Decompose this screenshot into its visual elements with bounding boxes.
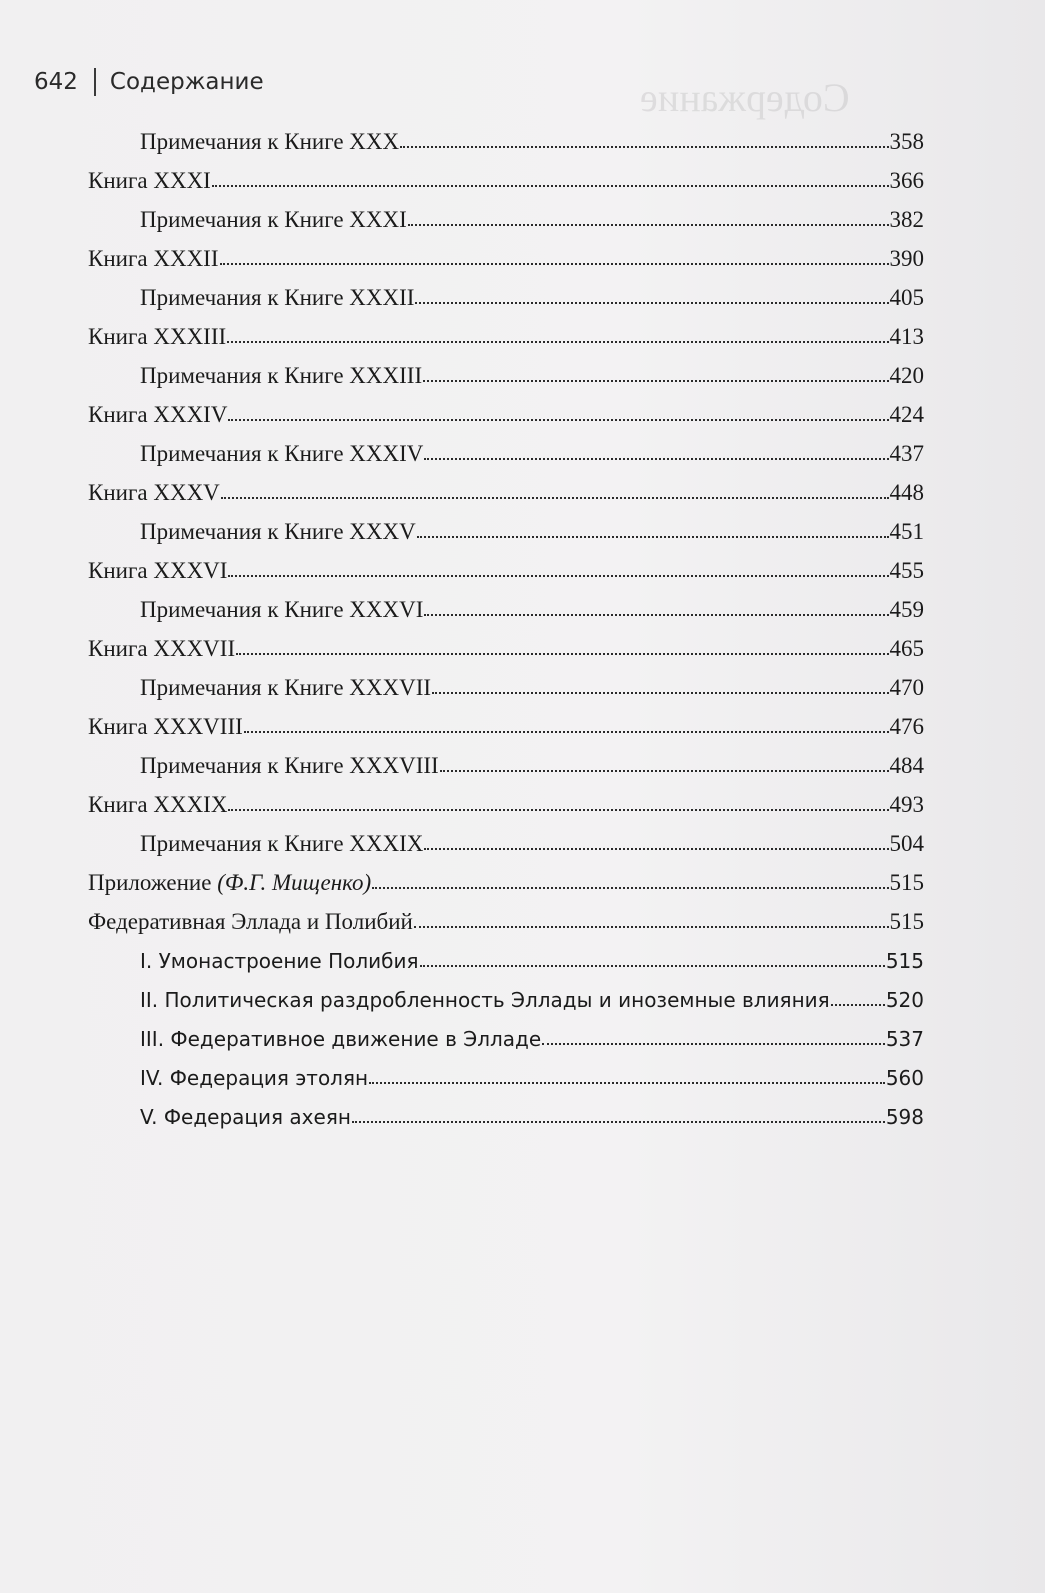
toc-entry-label: IV. Федерация этолян bbox=[140, 1066, 369, 1090]
toc-page-number: 448 bbox=[889, 480, 924, 505]
toc-entry bbox=[140, 1099, 924, 1135]
page-number: 642 bbox=[34, 69, 78, 95]
toc-entry-label: Книга XXXV bbox=[88, 480, 220, 505]
toc-page-number: 390 bbox=[889, 246, 924, 271]
toc-entry-label: II. Политическая раздробленность Эллады и иноземные влияния bbox=[140, 988, 830, 1012]
toc-leader-dots bbox=[221, 475, 889, 499]
toc-entry-label: I. Умонастроение Полибия bbox=[140, 949, 419, 973]
toc-entry-label: Примечания к Книге XXXI bbox=[140, 207, 407, 232]
toc-leader-dots bbox=[400, 124, 888, 148]
toc-page-number: 459 bbox=[889, 597, 924, 622]
toc-entry bbox=[140, 358, 924, 394]
toc-entry-label: Книга XXXIII bbox=[88, 324, 227, 349]
toc-entry bbox=[140, 1060, 924, 1096]
toc-entry-label: Примечания к Книге XXXIV bbox=[140, 441, 424, 466]
toc-entry bbox=[140, 1021, 924, 1057]
toc-page-number: 405 bbox=[889, 285, 924, 310]
toc-entry bbox=[140, 436, 924, 472]
toc-entry-label: Книга XXXIX bbox=[88, 792, 228, 817]
toc-page-number: 455 bbox=[889, 558, 924, 583]
toc-entry-label: Примечания к Книге XXXVII bbox=[140, 675, 432, 700]
toc-entry-author: (Ф.Г. Мищенко) bbox=[217, 870, 372, 895]
toc-page-number: 520 bbox=[885, 988, 924, 1012]
toc-leader-dots bbox=[369, 1060, 885, 1084]
toc-entry bbox=[140, 943, 924, 979]
toc-leader-dots bbox=[420, 943, 885, 967]
header-separator bbox=[94, 68, 96, 96]
section-title: Содержание bbox=[109, 69, 264, 95]
toc-page-number: 515 bbox=[889, 909, 924, 934]
toc-entry-label: Примечания к Книге XXXIX bbox=[140, 831, 424, 856]
toc-page-number: 465 bbox=[889, 636, 924, 661]
toc-page-number: 515 bbox=[885, 949, 924, 973]
toc-page-number: 484 bbox=[889, 753, 924, 778]
toc-leader-dots bbox=[228, 787, 888, 811]
toc-page-number: 424 bbox=[889, 402, 924, 427]
toc-entry-label: III. Федеративное движение в Элладе bbox=[140, 1027, 542, 1051]
toc-entry bbox=[88, 163, 924, 199]
toc-entry bbox=[140, 982, 924, 1018]
toc-entry bbox=[88, 709, 924, 745]
toc-page-number: 515 bbox=[889, 870, 924, 895]
toc-entry bbox=[140, 124, 924, 160]
toc-entry bbox=[88, 904, 924, 940]
toc-leader-dots bbox=[352, 1099, 885, 1123]
toc-page-number: 560 bbox=[885, 1066, 924, 1090]
toc-leader-dots bbox=[236, 631, 888, 655]
toc-entry-label: V. Федерация ахеян bbox=[140, 1105, 351, 1129]
toc-entry bbox=[140, 826, 924, 862]
toc-entry-label: Книга XXXIV bbox=[88, 402, 228, 427]
toc-entry-label: Примечания к Книге XXXV bbox=[140, 519, 416, 544]
toc-entry bbox=[88, 865, 924, 901]
toc-entry bbox=[140, 280, 924, 316]
toc-page-number: 358 bbox=[889, 129, 924, 154]
toc-leader-dots bbox=[432, 670, 888, 694]
toc-leader-dots bbox=[408, 202, 889, 226]
toc-page-number: 470 bbox=[889, 675, 924, 700]
toc-entry bbox=[88, 319, 924, 355]
toc-page-number: 504 bbox=[889, 831, 924, 856]
toc-page-number: 420 bbox=[889, 363, 924, 388]
toc-entry-label: Примечания к Книге XXXVIII bbox=[140, 753, 439, 778]
toc-entry-label: Примечания к Книге XXX bbox=[140, 129, 400, 154]
toc-leader-dots bbox=[424, 592, 888, 616]
toc-entry-label: Книга XXXI bbox=[88, 168, 211, 193]
toc-entry-label: Примечания к Книге XXXVI bbox=[140, 597, 424, 622]
toc-page-number: 437 bbox=[889, 441, 924, 466]
toc-leader-dots bbox=[212, 163, 889, 187]
toc-entry-label: Книга XXXVIII bbox=[88, 714, 243, 739]
toc-leader-dots bbox=[415, 280, 888, 304]
toc-entry bbox=[140, 202, 924, 238]
toc-entry bbox=[88, 475, 924, 511]
toc-entry-label: Примечания к Книге XXXIII bbox=[140, 363, 423, 388]
toc-page-number: 451 bbox=[889, 519, 924, 544]
toc-entry bbox=[140, 592, 924, 628]
toc-entry-label: Книга XXXII bbox=[88, 246, 219, 271]
toc-page-number: 382 bbox=[889, 207, 924, 232]
toc-leader-dots bbox=[228, 553, 888, 577]
toc-page-number: 476 bbox=[889, 714, 924, 739]
toc-entry bbox=[140, 748, 924, 784]
toc-entry-label bbox=[88, 865, 371, 901]
toc-leader-dots bbox=[424, 826, 888, 850]
toc-leader-dots bbox=[831, 982, 885, 1006]
toc-leader-dots bbox=[424, 436, 888, 460]
toc-entry-label: Федеративная Эллада и Полибий bbox=[88, 909, 413, 934]
toc-entry bbox=[88, 397, 924, 433]
toc-entry bbox=[88, 787, 924, 823]
toc-leader-dots bbox=[417, 514, 889, 538]
bleed-through-heading: Содержание bbox=[640, 75, 850, 120]
toc-leader-dots bbox=[414, 904, 889, 928]
toc-entry-label: Книга XXXVII bbox=[88, 636, 236, 661]
toc-entry-label-text: Приложение bbox=[88, 870, 212, 895]
toc-page-number: 366 bbox=[889, 168, 924, 193]
toc-leader-dots bbox=[542, 1021, 885, 1045]
toc-entry bbox=[140, 670, 924, 706]
toc-leader-dots bbox=[220, 241, 889, 265]
toc-page-number: 413 bbox=[889, 324, 924, 349]
toc-leader-dots bbox=[228, 397, 888, 421]
running-header bbox=[34, 68, 264, 96]
toc-leader-dots bbox=[227, 319, 888, 343]
toc-entry bbox=[88, 241, 924, 277]
toc-entry bbox=[88, 631, 924, 667]
toc-page-number: 537 bbox=[885, 1027, 924, 1051]
toc-page-number: 493 bbox=[889, 792, 924, 817]
toc-leader-dots bbox=[423, 358, 888, 382]
toc-leader-dots bbox=[372, 865, 888, 889]
toc-entry bbox=[140, 514, 924, 550]
toc-page-number: 598 bbox=[885, 1105, 924, 1129]
toc-entry-label: Примечания к Книге XXXII bbox=[140, 285, 415, 310]
toc-leader-dots bbox=[244, 709, 889, 733]
toc-entry-label: Книга XXXVI bbox=[88, 558, 228, 583]
toc-leader-dots bbox=[440, 748, 889, 772]
toc-entry bbox=[88, 553, 924, 589]
